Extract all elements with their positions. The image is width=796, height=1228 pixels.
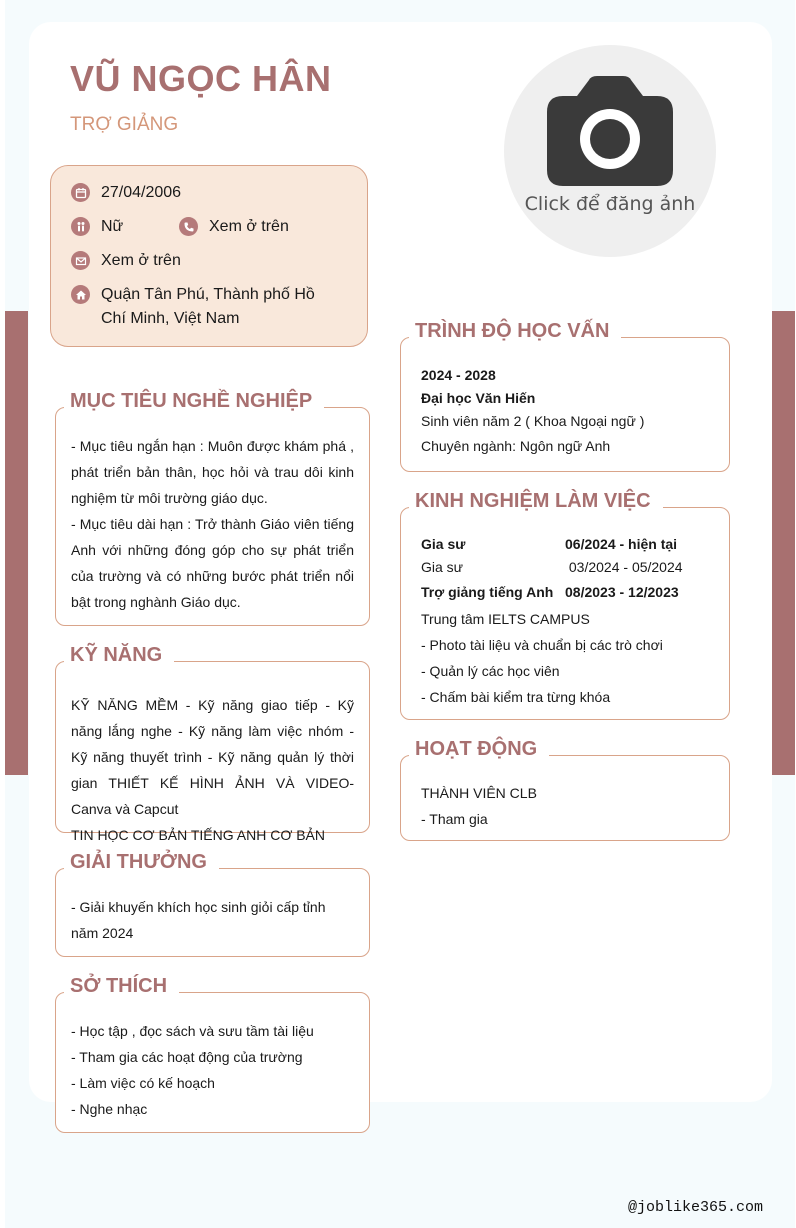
hobbies-title: SỞ THÍCH — [64, 973, 179, 999]
calendar-icon — [71, 183, 90, 202]
list-item: - Chấm bài kiểm tra từng khóa — [421, 689, 611, 705]
objective-title: MỤC TIÊU NGHỀ NGHIỆP — [64, 388, 324, 414]
list-item: - Tham gia các hoạt động của trường — [71, 1049, 303, 1065]
job-row — [421, 556, 714, 579]
education-body — [421, 363, 714, 459]
job-row — [421, 579, 714, 606]
objective-long-term: - Mục tiêu dài hạn : Trở thành Giáo viên tiếng Anh với những đóng góp cho sự phát triển của trường và có những bước phát triển nổi bật trong nghành Giáo dục. — [71, 516, 354, 610]
skills-section — [55, 644, 370, 843]
watermark: @joblike365.com — [628, 1199, 764, 1216]
job-position: Gia sư — [421, 559, 464, 575]
education-title: TRÌNH ĐỘ HỌC VẤN — [409, 318, 621, 344]
skills-body — [71, 692, 354, 848]
camera-icon — [547, 76, 673, 186]
candidate-role: TRỢ GIẢNG — [70, 114, 179, 135]
right-accent-stripe — [772, 311, 795, 775]
experience-title: KINH NGHIỆM LÀM VIỆC — [409, 488, 663, 514]
education-detail-2: Chuyên ngành: Ngôn ngữ Anh — [421, 438, 611, 454]
education-school: Đại học Văn Hiến — [421, 390, 536, 406]
address-row — [71, 283, 341, 331]
phone-row — [179, 215, 289, 239]
home-icon — [71, 285, 90, 304]
job-period: 03/2024 - 05/2024 — [565, 559, 683, 575]
list-item: - Làm việc có kế hoạch — [71, 1075, 215, 1091]
activities-line-2: - Tham gia — [421, 811, 488, 827]
awards-body: - Giải khuyến khích học sinh giỏi cấp tỉnh năm 2024 — [71, 899, 326, 941]
list-item: - Quản lý các học viên — [421, 663, 560, 679]
experience-body — [421, 533, 714, 710]
education-detail-1: Sinh viên năm 2 ( Khoa Ngoại ngữ ) — [421, 413, 645, 429]
experience-company: Trung tâm IELTS CAMPUS — [421, 611, 590, 627]
list-item: - Học tập , đọc sách và sưu tầm tài liệu — [71, 1023, 314, 1039]
hobbies-section — [55, 975, 370, 1133]
objective-body — [71, 433, 354, 615]
job-period: 08/2023 - 12/2023 — [565, 584, 679, 600]
skills-text: KỸ NĂNG MỀM - Kỹ năng giao tiếp - Kỹ năng lắng nghe - Kỹ năng làm việc nhóm - Kỹ năng thuyết trình - Kỹ năng quản lý thời gian THIẾT KẾ HÌNH ẢNH VÀ VIDEO- Canva và Capcut — [71, 697, 354, 817]
birthday-value: 27/04/2006 — [101, 184, 182, 201]
contact-info-box — [50, 165, 368, 347]
job-position: Gia sư — [421, 536, 466, 552]
skills-text-2: TIN HỌC CƠ BẢN TIẾNG ANH CƠ BẢN — [71, 827, 326, 843]
education-period: 2024 - 2028 — [421, 367, 496, 383]
birthday-row — [71, 181, 181, 205]
photo-upload[interactable] — [504, 45, 716, 257]
objective-short-term: - Mục tiêu ngắn hạn : Muôn được khám phá , phát triển bản thân, học hỏi và trau dôi kinh nghiệm từ môi trường giáo dục. — [71, 438, 354, 506]
job-row — [421, 533, 714, 556]
activities-title: HOẠT ĐỘNG — [409, 736, 549, 762]
gender-row — [71, 215, 123, 239]
phone-icon — [179, 217, 198, 236]
job-period: 06/2024 - hiện tại — [565, 536, 678, 552]
education-section — [400, 320, 730, 472]
list-item: - Photo tài liệu và chuẩn bị các trò chơi — [421, 637, 663, 653]
awards-title: GIẢI THƯỞNG — [64, 849, 219, 875]
email-value: Xem ở trên — [101, 252, 181, 269]
awards-section — [55, 851, 370, 957]
photo-upload-label: Click để đăng ảnh — [524, 193, 696, 215]
gender-value: Nữ — [101, 218, 124, 235]
job-position: Trợ giảng tiếng Anh — [421, 584, 554, 600]
mail-icon — [71, 251, 90, 270]
objective-section — [55, 390, 370, 626]
skills-title: KỸ NĂNG — [64, 642, 174, 668]
activities-line-1: THÀNH VIÊN CLB — [421, 785, 537, 801]
left-accent-stripe — [5, 311, 28, 775]
address-value: Quận Tân Phú, Thành phố Hồ Chí Minh, Việt Nam — [101, 286, 315, 327]
experience-section — [400, 490, 730, 720]
activities-section — [400, 738, 730, 841]
activities-body — [421, 780, 714, 832]
gender-icon — [71, 217, 90, 236]
list-item: - Nghe nhạc — [71, 1101, 148, 1117]
candidate-name: VŨ NGỌC HÂN — [70, 58, 332, 99]
email-row — [71, 249, 181, 273]
phone-value: Xem ở trên — [209, 218, 289, 235]
hobbies-list — [71, 1018, 354, 1122]
